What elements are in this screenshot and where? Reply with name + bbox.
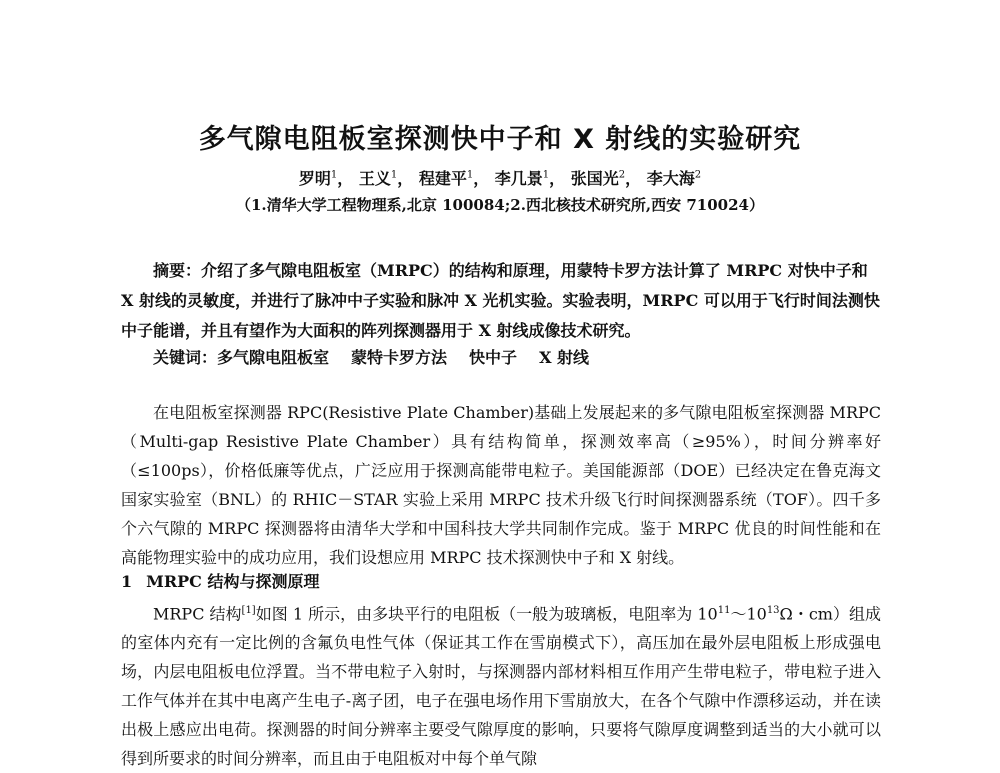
section-title: MRPC 结构与探测原理 [146,572,320,591]
abstract-text: 介绍了多气隙电阻板室（MRPC）的结构和原理，用蒙特卡罗方法计算了 MRPC 对快中子和 X 射线的灵敏度，并进行了脉冲中子实验和脉冲 X 光机实验。实验表明，MRPC 可以用于飞行时间法测快中子能谱，并且有望作为大面积的阵列探测器用于 X 射线成像技术研究。 [121,261,880,340]
citation-ref: [1] [241,605,256,616]
author-name: 程建平 [418,169,467,188]
body-paragraph [121,596,881,773]
author-name: 李几景 [494,169,543,188]
body-text-b: ～10 [730,604,767,624]
abstract-label: 摘要： [153,261,202,280]
author-name: 李大海 [646,169,695,188]
affiliations: （1.清华大学工程物理系,北京 100084;2.西北核技术研究所,西安 710024） [236,196,764,214]
paper-title: 多气隙电阻板室探测快中子和 X 射线的实验研究 [198,124,802,155]
body-text-a: 如图 1 所示，由多块平行的电阻板（一般为玻璃板，电阻率为 10 [255,604,718,624]
abstract [121,256,881,346]
keyword: X 射线 [539,348,590,367]
intro-paragraph: 在电阻板室探测器 RPC(Resistive Plate Chamber)基础上发展起来的多气隙电阻板室探测器 MRPC（Multi-gap Resistive Plate Chamber）具有结构简单，探测效率高（≥95%），时间分辨率好（≤100ps），价格低廉等优点，广泛应用于探测高能带电粒子。美国能源部（DOE）已经决定在鲁克海文国家实验室（BNL）的 RHIC－STAR 实验上采用 MRPC 技术升级飞行时间探测器系统（TOF）。四千多个六气隙的 MRPC 探测器将由清华大学和中国科技大学共同制作完成。鉴于 MRPC 优良的时间性能和在高能物理实验中的成功应用，我们设想应用 MRPC 技术探测快中子和 X 射线。 [121,403,881,567]
author-name: 张国光 [570,169,619,188]
author-affiliation-mark: 1 [330,169,338,181]
author-list: 罗明$^1$， 王义$^1$， 程建平$^1$， 李几景$^1$， 张国光$^2$， 李大海$^2$ [298,169,702,188]
section-heading [121,567,320,596]
author-name: 王义 [358,169,391,188]
keyword: 蒙特卡罗方法 [351,348,448,367]
author-affiliation-mark: 1 [542,169,550,181]
keywords-label: 关键词： [153,348,218,367]
keyword: 多气隙电阻板室 [217,348,330,367]
author-affiliation-mark: 2 [694,169,702,181]
author-affiliation-mark: 1 [390,169,398,181]
body-text-c: Ω・cm）组成的室体内充有一定比例的含氟负电性气体（保证其工作在雪崩模式下），高压加在最外层电阻板上形成强电场，内层电阻板电位浮置。当不带电粒子入射时，与探测器内部材料相互作用产生带电粒子，带电粒子进入工作气体并在其中电离产生电子-离子团，电子在强电场作用下雪崩放大，在各个气隙中作漂移运动，并在读出极上感应出电荷。探测器的时间分辨率主要受气隙厚度的影响，只要将气隙厚度调整到适当的大小就可以得到所要求的时间分辨率，而且由于电阻板对中每个单气隙 [121,604,881,769]
exponent: 13 [766,605,780,616]
author-name: 罗明 [298,169,331,188]
keywords [153,343,881,373]
author-affiliation-mark: 1 [466,169,474,181]
keyword: 快中子 [469,348,518,367]
author-affiliation-mark: 2 [618,169,626,181]
body-lead: MRPC 结构 [153,604,242,624]
section-number: 1 [121,572,133,591]
exponent: 11 [717,605,731,616]
